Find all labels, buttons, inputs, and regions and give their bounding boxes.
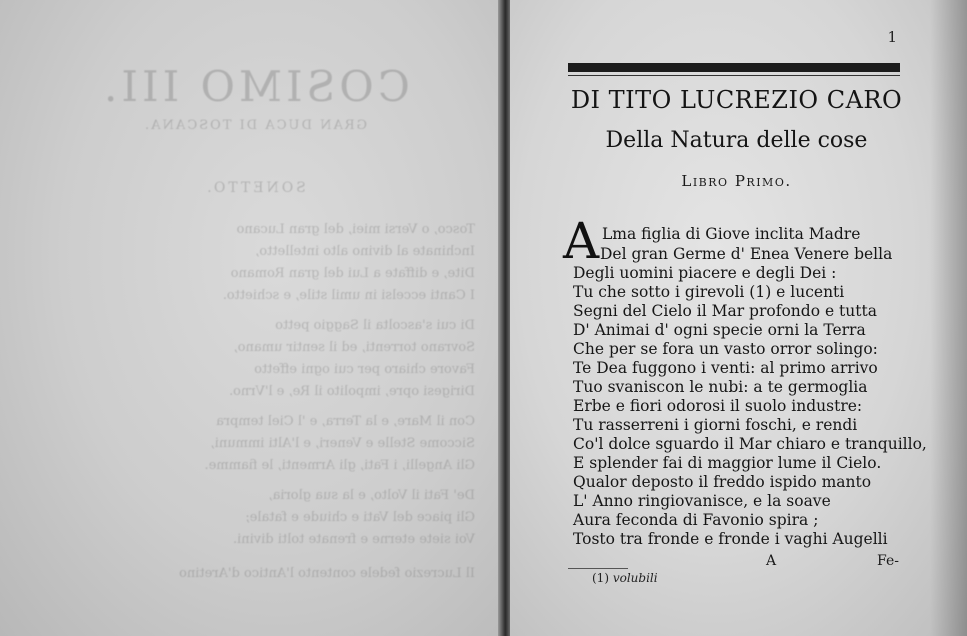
verse-line: L' Anno ringiovanisce, e la soave xyxy=(573,492,831,510)
verse-line: Del gran Germe d' Enea Venere bella xyxy=(600,245,893,263)
verse-line: Che per se fora un vasto orror solingo: xyxy=(573,340,878,358)
catchword: Fe- xyxy=(877,553,899,569)
book-heading: Libro Primo. xyxy=(681,172,792,190)
signature-mark: A xyxy=(766,553,777,569)
verse-line: Aura feconda di Favonio spira ; xyxy=(573,511,819,529)
footnote-text: volubili xyxy=(612,571,658,585)
header-rule xyxy=(568,63,900,72)
bleed-through-text: COSIMO III. GRAN DUCA DI TOSCANA. SONETTO. Tosco, o Versi miei, del gran Lucano Inchinate al divino alto intelletto, Dite, e diffate a Lui del gran Romano I Canti eccelsi in umil stile, e schietto. Di cui s'ascolta il Saggio petto Sovrano torrenti, ed il sentir umano, Favore chiaro per cui ogni effetto Dirigesi opre, impolito il Re, e l'Vrno. Con il Mare, e la Terra, e 'l Ciel tempra Siccome Stelle e Veneri, e l'Alti immuni, Gli Angelli, i Fati, gli Armenti, le fiamme. De' Fati il Volto, e la sua gloria, Gli piace del Vati e chiude e fatale; Voi siete eterne e frenate tolti divini. Il Lucrezio fedele contento l'Antico d'Aretino xyxy=(100,62,475,581)
verse-line: Erbe e fiori odorosi il suolo industre: xyxy=(573,397,863,415)
verse-line: Co'l dolce sguardo il Mar chiaro e tranquillo, xyxy=(573,435,927,453)
footnote-rule xyxy=(568,568,628,569)
footnote-number: (1) xyxy=(592,571,609,585)
verse-line: Tosto tra fronde e fronde i vaghi Augelli xyxy=(573,530,888,548)
verse-line: D' Animai d' ogni specie orni la Terra xyxy=(573,321,866,339)
page-subtitle: Della Natura delle cose xyxy=(605,128,868,153)
verse-line: Tu che sotto i girevoli (1) e lucenti xyxy=(573,283,845,301)
footnote xyxy=(592,571,658,585)
drop-cap: A xyxy=(563,212,600,270)
verse-line: Degli uomini piacere e degli Dei : xyxy=(573,264,837,282)
verse-line: Tuo svaniscon le nubi: a te germoglia xyxy=(573,378,868,396)
verse-line: E splender fai di maggior lume il Cielo. xyxy=(573,454,882,472)
page-number: 1 xyxy=(887,28,897,46)
page-edge-shadow xyxy=(930,0,967,636)
page-title: DI TITO LUCREZIO CARO xyxy=(570,86,903,114)
verse-line-1: Lma figlia di Giove inclita Madre xyxy=(602,225,861,243)
verse-line: Qualor deposto il freddo ispido manto xyxy=(573,473,872,491)
verse-line: Segni del Cielo il Mar profondo e tutta xyxy=(573,302,877,320)
verse-line: Te Dea fuggono i venti: al primo arrivo xyxy=(573,359,878,377)
verse-line: Tu rasserreni i giorni foschi, e rendi xyxy=(573,416,858,434)
